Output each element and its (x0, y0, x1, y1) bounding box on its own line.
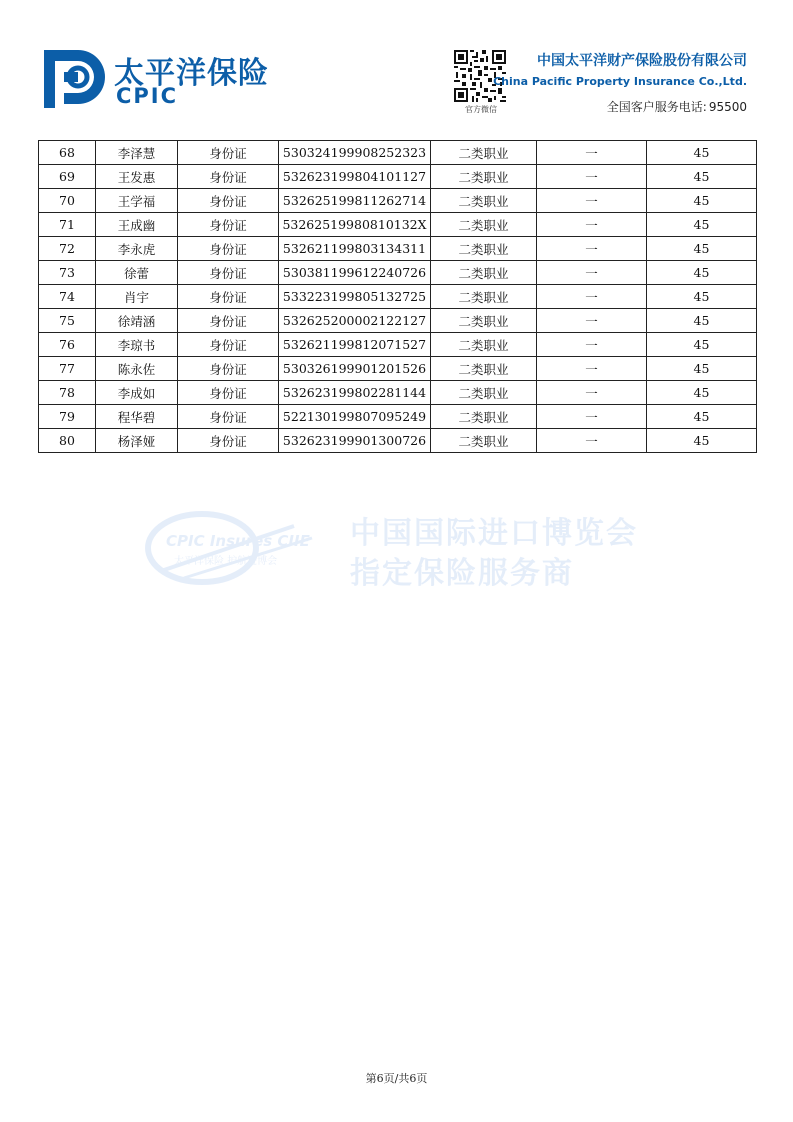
cell-name: 程华碧 (96, 405, 178, 429)
cell-category: 一 (537, 165, 647, 189)
cell-seq-no: 70 (39, 189, 96, 213)
cell-occupation: 二类职业 (431, 237, 537, 261)
cell-id-type: 身份证 (178, 189, 279, 213)
cell-category: 一 (537, 237, 647, 261)
table-row (39, 237, 757, 261)
cell-name: 王成幽 (96, 213, 178, 237)
cell-occupation: 二类职业 (431, 333, 537, 357)
table-row (39, 333, 757, 357)
table-row (39, 309, 757, 333)
cell-seq-no: 73 (39, 261, 96, 285)
cell-amount: 45 (647, 381, 757, 405)
cell-amount: 45 (647, 333, 757, 357)
cell-category: 一 (537, 141, 647, 165)
cell-amount: 45 (647, 309, 757, 333)
cell-name: 陈永佐 (96, 357, 178, 381)
table-row (39, 357, 757, 381)
emblem-text-1: CPIC Insures CIIE (166, 532, 310, 550)
cell-category: 一 (537, 429, 647, 453)
cell-occupation: 二类职业 (431, 141, 537, 165)
cell-id-number: 530326199901201526 (279, 357, 431, 381)
cell-seq-no: 79 (39, 405, 96, 429)
cell-id-number: 532623199901300726 (279, 429, 431, 453)
cell-name: 李永虎 (96, 237, 178, 261)
cell-id-type: 身份证 (178, 165, 279, 189)
hotline-number: 95500 (708, 100, 747, 114)
cell-id-type: 身份证 (178, 357, 279, 381)
cell-category: 一 (537, 285, 647, 309)
cell-occupation: 二类职业 (431, 261, 537, 285)
cell-category: 一 (537, 213, 647, 237)
cell-id-type: 身份证 (178, 405, 279, 429)
cell-amount: 45 (647, 261, 757, 285)
cell-seq-no: 72 (39, 237, 96, 261)
cell-amount: 45 (647, 189, 757, 213)
cell-occupation: 二类职业 (431, 189, 537, 213)
cell-id-number: 532621199803134311 (279, 237, 431, 261)
company-info (493, 50, 747, 115)
cell-category: 一 (537, 357, 647, 381)
cell-seq-no: 71 (39, 213, 96, 237)
cell-occupation: 二类职业 (431, 213, 537, 237)
cell-name: 李成如 (96, 381, 178, 405)
logo-chinese-name: 太平洋保险 (114, 56, 269, 91)
cell-id-number: 522130199807095249 (279, 405, 431, 429)
cell-occupation: 二类职业 (431, 381, 537, 405)
cell-occupation: 二类职业 (431, 285, 537, 309)
watermark-line-1: 中国国际进口博览会 (350, 516, 638, 551)
cell-id-type: 身份证 (178, 333, 279, 357)
cell-name: 王学福 (96, 189, 178, 213)
table-body (39, 141, 757, 453)
cell-amount: 45 (647, 213, 757, 237)
table-row (39, 405, 757, 429)
cell-amount: 45 (647, 405, 757, 429)
cell-name: 肖宇 (96, 285, 178, 309)
cell-seq-no: 78 (39, 381, 96, 405)
cell-seq-no: 68 (39, 141, 96, 165)
qr-caption: 官方微信 (465, 105, 497, 114)
company-chinese-name: 中国太平洋财产保险股份有限公司 (537, 53, 747, 69)
cell-category: 一 (537, 333, 647, 357)
cell-occupation: 二类职业 (431, 429, 537, 453)
page-number: 第6页/共6页 (365, 1072, 428, 1085)
cell-id-number: 532623199802281144 (279, 381, 431, 405)
table-row (39, 285, 757, 309)
cell-id-type: 身份证 (178, 285, 279, 309)
cell-id-type: 身份证 (178, 261, 279, 285)
table-row (39, 261, 757, 285)
cell-id-number: 533223199805132725 (279, 285, 431, 309)
cell-id-number: 530324199908252323 (279, 141, 431, 165)
cell-amount: 45 (647, 165, 757, 189)
cell-occupation: 二类职业 (431, 165, 537, 189)
cell-amount: 45 (647, 285, 757, 309)
cell-id-type: 身份证 (178, 309, 279, 333)
ciie-emblem-icon (144, 508, 324, 588)
table-row (39, 381, 757, 405)
cpic-logo (42, 44, 282, 110)
cell-id-number: 532625199811262714 (279, 189, 431, 213)
company-english-name: China Pacific Property Insurance Co.,Ltd. (493, 75, 747, 88)
table-row (39, 213, 757, 237)
insured-roster-table (38, 140, 757, 453)
cell-id-number: 532623199804101127 (279, 165, 431, 189)
cell-seq-no: 75 (39, 309, 96, 333)
cell-id-number: 53262519980810132X (279, 213, 431, 237)
logo-english-name: CPIC (116, 84, 179, 108)
hotline-label: 全国客户服务电话: (606, 100, 707, 114)
cell-category: 一 (537, 405, 647, 429)
cell-seq-no: 69 (39, 165, 96, 189)
cell-id-number: 530381199612240726 (279, 261, 431, 285)
emblem-text-2: 太平洋保险 护航进博会 (174, 556, 278, 567)
cell-id-number: 532621199812071527 (279, 333, 431, 357)
watermark-line-2: 指定保险服务商 (350, 556, 574, 591)
cell-name: 王发惠 (96, 165, 178, 189)
cell-amount: 45 (647, 357, 757, 381)
table-row (39, 189, 757, 213)
cell-name: 徐靖涵 (96, 309, 178, 333)
cell-occupation: 二类职业 (431, 405, 537, 429)
cell-id-type: 身份证 (178, 237, 279, 261)
cell-category: 一 (537, 261, 647, 285)
cpic-logo-icon (42, 44, 106, 110)
cell-id-type: 身份证 (178, 141, 279, 165)
cell-name: 李琼书 (96, 333, 178, 357)
cell-seq-no: 80 (39, 429, 96, 453)
cell-category: 一 (537, 381, 647, 405)
cell-occupation: 二类职业 (431, 357, 537, 381)
cell-id-type: 身份证 (178, 381, 279, 405)
cell-amount: 45 (647, 237, 757, 261)
cell-occupation: 二类职业 (431, 309, 537, 333)
cell-seq-no: 76 (39, 333, 96, 357)
table-row (39, 141, 757, 165)
cell-category: 一 (537, 309, 647, 333)
cell-category: 一 (537, 189, 647, 213)
cell-seq-no: 74 (39, 285, 96, 309)
ciie-watermark (140, 500, 680, 610)
cell-amount: 45 (647, 429, 757, 453)
cell-id-type: 身份证 (178, 213, 279, 237)
cell-id-number: 532625200002122127 (279, 309, 431, 333)
cell-amount: 45 (647, 141, 757, 165)
cell-name: 杨泽娅 (96, 429, 178, 453)
cell-seq-no: 77 (39, 357, 96, 381)
cell-name: 李泽慧 (96, 141, 178, 165)
table-row (39, 429, 757, 453)
cell-id-type: 身份证 (178, 429, 279, 453)
table-row (39, 165, 757, 189)
cell-name: 徐蕾 (96, 261, 178, 285)
customer-hotline (493, 98, 747, 115)
